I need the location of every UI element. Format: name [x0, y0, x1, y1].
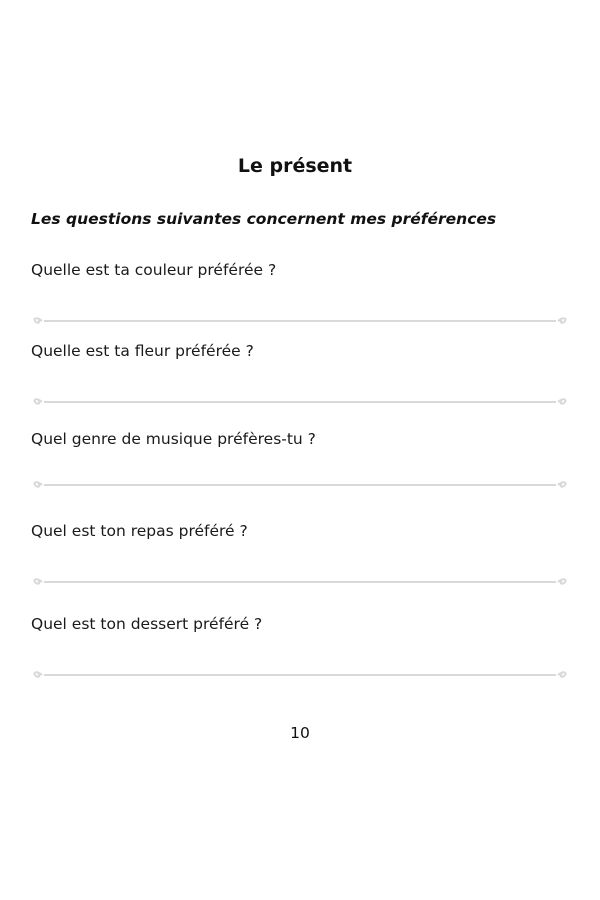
question-2: Quelle est ta fleur préférée ?: [31, 342, 254, 360]
page-title: Le présent: [237, 155, 353, 177]
answer-line-2[interactable]: [30, 396, 570, 408]
answer-line-4[interactable]: [30, 576, 570, 588]
page-number: 10: [290, 724, 310, 742]
decorative-line-icon: [30, 576, 570, 588]
question-1: Quelle est ta couleur préférée ?: [31, 261, 277, 279]
answer-line-5[interactable]: [30, 669, 570, 681]
question-3: Quel genre de musique préfères-tu ?: [31, 430, 316, 448]
page-subtitle: Les questions suivantes concernent mes préférences: [31, 210, 497, 228]
decorative-line-icon: [30, 396, 570, 408]
question-5: Quel est ton dessert préféré ?: [31, 615, 263, 633]
answer-line-1[interactable]: [30, 315, 570, 327]
answer-line-3[interactable]: [30, 479, 570, 491]
decorative-line-icon: [30, 479, 570, 491]
question-4: Quel est ton repas préféré ?: [31, 522, 248, 540]
decorative-line-icon: [30, 669, 570, 681]
decorative-line-icon: [30, 315, 570, 327]
